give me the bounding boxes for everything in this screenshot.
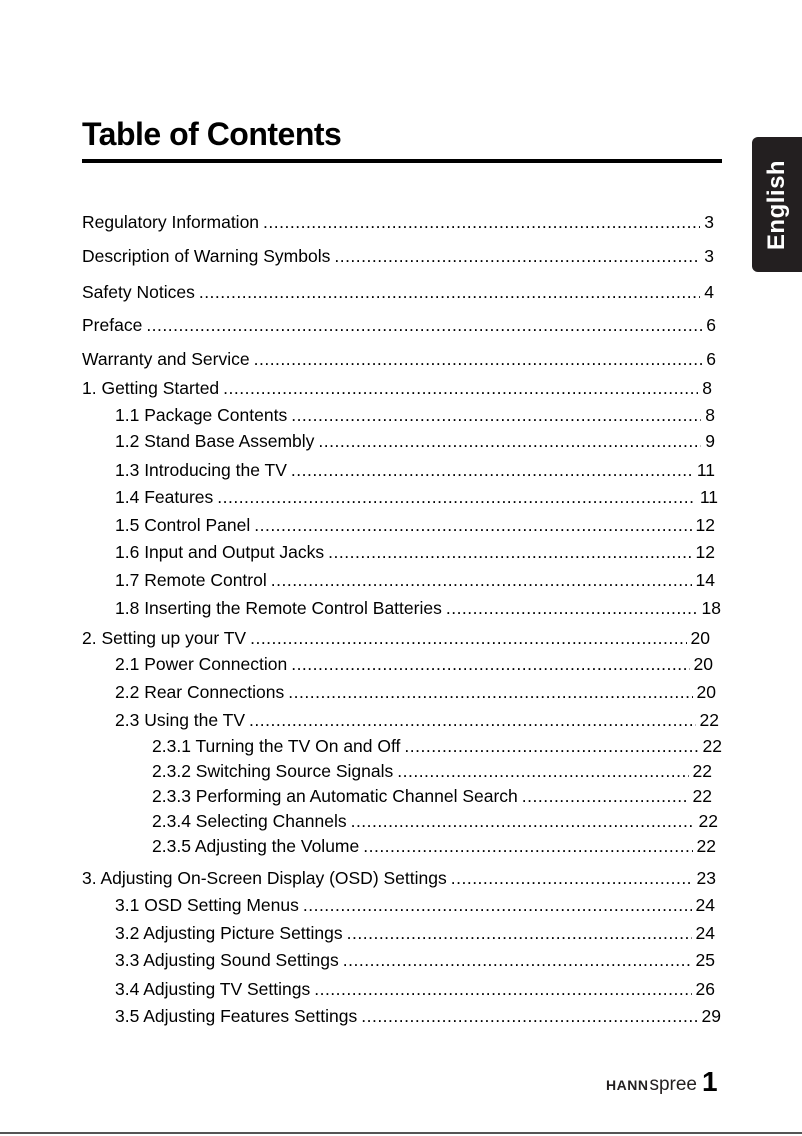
toc-entry-title: 2.3.2 Switching Source Signals [152, 761, 394, 781]
toc-entry-title: Warranty and Service [82, 349, 250, 369]
toc-entry-power-connection[interactable] [115, 653, 713, 675]
dot-leader [291, 653, 689, 675]
dot-leader [522, 785, 689, 807]
logo-text-spree: spree [649, 1074, 697, 1095]
toc-entry-page: 6 [706, 349, 716, 369]
toc-entry-page: 22 [699, 710, 719, 730]
toc-entry-title: Regulatory Information [82, 212, 260, 232]
page-number: 1 [702, 1066, 718, 1097]
toc-entry-title: 1.8 Inserting the Remote Control Batteries [115, 598, 442, 618]
toc-entry-channel-search[interactable] [152, 785, 712, 807]
toc-entry-title: 3.4 Adjusting TV Settings [115, 979, 311, 999]
toc-entry-selecting-channels[interactable] [152, 810, 718, 832]
toc-entry-title: 1.6 Input and Output Jacks [115, 542, 325, 562]
toc-entry-page: 8 [705, 405, 715, 425]
dot-leader [223, 377, 698, 399]
toc-entry-title: 2.3.3 Performing an Automatic Channel Search [152, 786, 518, 806]
dot-leader [314, 978, 691, 1000]
toc-entry-page: 12 [695, 542, 715, 562]
toc-entry-title: 3.3 Adjusting Sound Settings [115, 950, 339, 970]
toc-entry-picture-settings[interactable] [115, 922, 715, 944]
toc-entry-switching-source[interactable] [152, 760, 712, 782]
toc-entry-title: 2.3 Using the TV [115, 710, 246, 730]
toc-entry-page: 24 [695, 923, 715, 943]
toc-entry-page: 8 [702, 378, 712, 398]
dot-leader [254, 348, 703, 370]
toc-entry-page: 26 [695, 979, 715, 999]
toc-entry-title: 2.3.4 Selecting Channels [152, 811, 347, 831]
toc-entry-page: 3 [704, 212, 714, 232]
toc-entry-using-tv[interactable] [115, 709, 719, 731]
toc-entry-osd-settings[interactable] [82, 867, 716, 889]
toc-entry-title: 2. Setting up your TV [82, 628, 247, 648]
toc-entry-page: 22 [696, 836, 716, 856]
toc-entry-tv-settings[interactable] [115, 978, 715, 1000]
dot-leader [328, 541, 691, 563]
toc-entry-page: 22 [702, 736, 722, 756]
toc-entry-page: 6 [706, 315, 716, 335]
dot-leader [351, 810, 695, 832]
toc-entry-introducing-tv[interactable] [115, 459, 715, 481]
page-bottom-rule [0, 1132, 802, 1134]
toc-entry-title: 1.1 Package Contents [115, 405, 288, 425]
toc-entry-page: 22 [692, 761, 712, 781]
toc-entry-title: 1.7 Remote Control [115, 570, 267, 590]
hannspree-logo [606, 1074, 697, 1102]
toc-entry-title: 2.3.1 Turning the TV On and Off [152, 736, 401, 756]
dot-leader [347, 922, 692, 944]
toc-entry-page: 9 [705, 431, 715, 451]
toc-entry-warranty[interactable] [82, 348, 716, 370]
toc-entry-page: 20 [690, 628, 710, 648]
toc-entry-title: 1.4 Features [115, 487, 214, 507]
toc-entry-setting-up-tv[interactable] [82, 627, 710, 649]
logo-text-hann: HANN [606, 1077, 649, 1093]
toc-entry-sound-settings[interactable] [115, 949, 715, 971]
toc-entry-title: 2.3.5 Adjusting the Volume [152, 836, 360, 856]
toc-entry-regulatory-information[interactable] [82, 211, 714, 233]
toc-entry-features-settings[interactable] [115, 1005, 721, 1027]
dot-leader [303, 894, 692, 916]
toc-entry-title: 3.1 OSD Setting Menus [115, 895, 299, 915]
toc-entry-title: 1.3 Introducing the TV [115, 460, 287, 480]
toc-entry-adjusting-volume[interactable] [152, 835, 716, 857]
dot-leader [199, 281, 700, 303]
dot-leader [291, 404, 701, 426]
toc-entry-title: Description of Warning Symbols [82, 246, 331, 266]
toc-entry-page: 25 [695, 950, 715, 970]
dot-leader [397, 760, 688, 782]
toc-entry-title: 3. Adjusting On-Screen Display (OSD) Settings [82, 868, 447, 888]
toc-entry-page: 11 [696, 460, 715, 480]
toc-entry-title: 1.2 Stand Base Assembly [115, 431, 315, 451]
toc-entry-preface[interactable] [82, 314, 716, 336]
language-tab-label: English [763, 159, 791, 250]
toc-entry-page: 20 [693, 654, 713, 674]
dot-leader [146, 314, 702, 336]
dot-leader [334, 245, 700, 267]
toc-entry-remote-control[interactable] [115, 569, 715, 591]
dot-leader [217, 486, 696, 508]
dot-leader [404, 735, 698, 757]
toc-entry-page: 3 [704, 246, 714, 266]
toc-entry-title: 1.5 Control Panel [115, 515, 251, 535]
toc-entry-stand-base[interactable] [115, 430, 715, 452]
page-title: Table of Contents [82, 116, 342, 152]
toc-entry-title: 2.2 Rear Connections [115, 682, 285, 702]
dot-leader [361, 1005, 697, 1027]
toc-entry-package-contents[interactable] [115, 404, 715, 426]
dot-leader [318, 430, 701, 452]
toc-entry-title: 1. Getting Started [82, 378, 220, 398]
toc-entry-page: 22 [692, 786, 712, 806]
toc-entry-features[interactable] [115, 486, 718, 508]
toc-entry-title: 3.2 Adjusting Picture Settings [115, 923, 343, 943]
toc-entry-title: Preface [82, 315, 143, 335]
toc-entry-title: Safety Notices [82, 282, 195, 302]
dot-leader [249, 709, 696, 731]
toc-entry-title: 2.1 Power Connection [115, 654, 288, 674]
toc-entry-page: 20 [696, 682, 716, 702]
toc-entry-title: 3.5 Adjusting Features Settings [115, 1006, 358, 1026]
toc-entry-page: 23 [696, 868, 716, 888]
dot-leader [451, 867, 693, 889]
toc-entry-warning-symbols[interactable] [82, 245, 714, 267]
dot-leader [271, 569, 692, 591]
dot-leader [363, 835, 692, 857]
toc-entry-page: 22 [698, 811, 718, 831]
toc-entry-page: 12 [695, 515, 715, 535]
toc-entry-rear-connections[interactable] [115, 681, 716, 703]
toc-entry-page: 18 [701, 598, 721, 618]
dot-leader [254, 514, 691, 536]
toc-entry-safety-notices[interactable] [82, 281, 714, 303]
toc-entry-page: 4 [704, 282, 714, 302]
toc-entry-input-output-jacks[interactable] [115, 541, 715, 563]
dot-leader [263, 211, 700, 233]
toc-entry-osd-menus[interactable] [115, 894, 715, 916]
toc-entry-getting-started[interactable] [82, 377, 712, 399]
toc-entry-page: 24 [695, 895, 715, 915]
dot-leader [250, 627, 686, 649]
dot-leader [343, 949, 692, 971]
toc-entry-remote-batteries[interactable] [115, 597, 721, 619]
toc-entry-page: 11 [699, 487, 718, 507]
dot-leader [288, 681, 692, 703]
dot-leader [446, 597, 698, 619]
toc-entry-control-panel[interactable] [115, 514, 715, 536]
toc-entry-page: 14 [695, 570, 715, 590]
toc-entry-page: 29 [701, 1006, 721, 1026]
toc-entry-turning-on-off[interactable] [152, 735, 722, 757]
dot-leader [291, 459, 693, 481]
